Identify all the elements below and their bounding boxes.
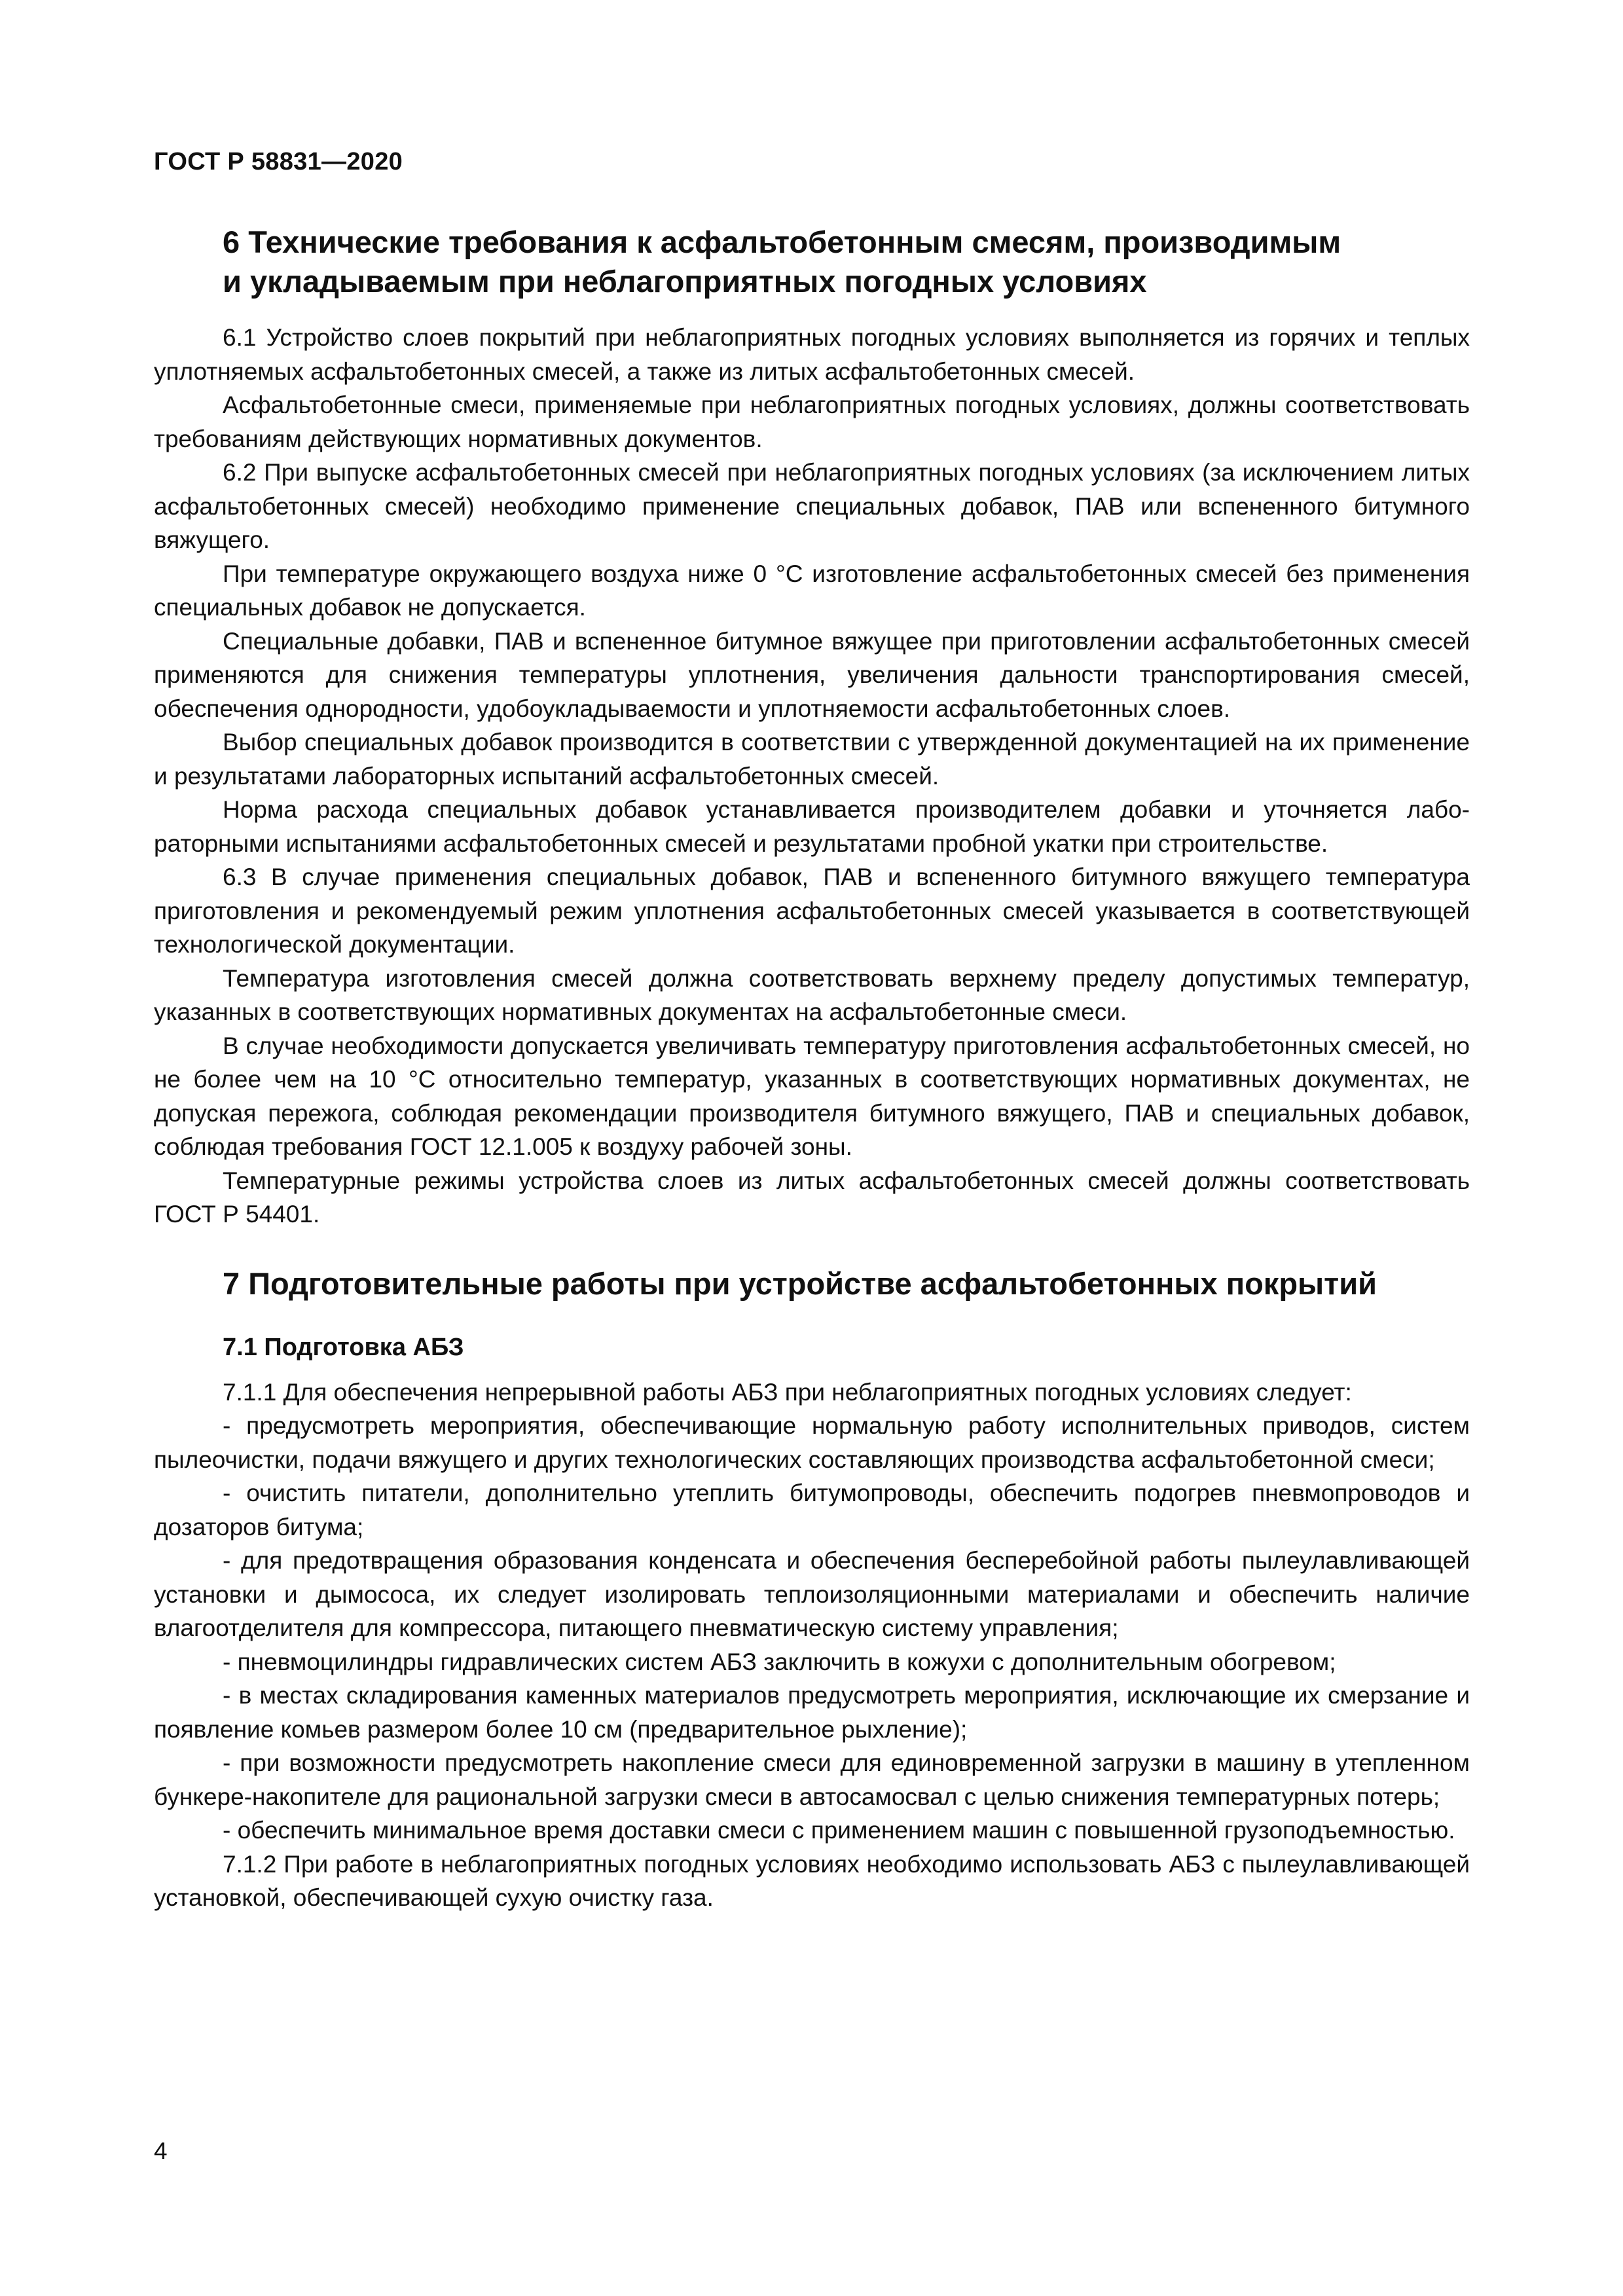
paragraph-6-3-d: Температурные режимы устройства слоев из литых асфальтобетонных смесей должны соответствовать ГОСТ Р 54401. xyxy=(154,1167,1470,1228)
paragraph-7-1-1: 7.1.1 Для обеспечения непрерывной работы АБЗ при неблагоприятных погодных условиях следует: xyxy=(223,1378,1352,1406)
paragraph-6-3-c: В случае необходимости допускается увеличивать температуру приготовления асфальтобетонных смесей, но не более чем на 10 °С относительно температур, указанных в соответствующих нормативных документах, не допуская пережога, соблюдая рекомендации производителя битумного вяжущего, ПАВ и специальных добавок, соблюдая требования ГОСТ 12.1.005 к воздуху рабочей зоны. xyxy=(154,1032,1470,1160)
paragraph-6-2-b: При температуре окружающего воздуха ниже 0 °С изготовление асфальтобетонных смесей без применения специальных добавок не допускается. xyxy=(154,560,1470,621)
paragraph-6-1-b: Асфальтобетонные смеси, применяемые при неблагоприятных погодных условиях, должны соответствовать требованиям действующих нормативных документов. xyxy=(154,392,1470,452)
paragraph-6-1: 6.1 Устройство слоев покрытий при неблагоприятных погодных условиях выполняется из горячих и теплых уплотняемых асфальтобетонных смесей, а также из литых асфальтобетонных смесей. xyxy=(154,324,1470,385)
paragraph-6-2: 6.2 При выпуске асфальтобетонных смесей при неблагоприятных погодных условиях (за исключением литых асфальтобетонных смесей) необходимо применение специальных добавок, ПАВ или вспененного битумного вяжущего. xyxy=(154,459,1470,553)
subsection-7-1-title: 7.1 Подготовка АБЗ xyxy=(223,1333,464,1361)
list-item: - при возможности предусмотреть накопление смеси для единовременной загрузки в машину в утепленном бункере-накопителе для рациональной загрузки смеси в автосамосвал с целью снижения температурных потерь; xyxy=(154,1749,1470,1810)
paragraph-6-3: 6.3 В случае применения специальных добавок, ПАВ и вспененного битумного вяжущего температура приготовления и рекомендуемый режим уплотнения асфальтобетонных смесей указывается в соответствующей технологической документации. xyxy=(154,864,1470,958)
list-item: - для предотвращения образования конденсата и обеспечения бесперебойной работы пылеулавливающей установки и дымососа, их следует изолировать теплоизоляционными материалами и обеспечить наличие влагоотделителя для компрессора, питающего пневматическую систему управления; xyxy=(154,1547,1470,1641)
list-item: - предусмотреть мероприятия, обеспечивающие нормальную работу исполнительных приводов, систем пылеочистки, подачи вяжущего и других технологических составляющих производства асфальтобетонной смеси; xyxy=(154,1412,1470,1473)
section-6-title-line2: и укладываемым при неблагоприятных погодных условиях xyxy=(223,264,1147,299)
paragraph-6-2-c: Специальные добавки, ПАВ и вспененное битумное вяжущее при приготовлении асфальтобетонных смесей применяются для снижения температуры уплотнения, увеличения дальности транспортирования смесей, обеспечения однородности, удобоукладываемости и уплотняемости асфальтобетонных слоев. xyxy=(154,627,1470,722)
list-item: - пневмоцилиндры гидравлических систем АБЗ заключить в кожухи с дополнительным обогревом; xyxy=(223,1648,1336,1675)
section-6-title xyxy=(154,223,1470,301)
section-7-title: 7 Подготовительные работы при устройстве асфальтобетонных покрытий xyxy=(223,1266,1377,1301)
section-6-title-line1: 6 Технические требования к асфальтобетонным смесям, производимым xyxy=(223,225,1341,259)
paragraph-6-2-e: Норма расхода специальных добавок устанавливается производителем добавки и уточняется лабораторными испытаниями асфальтобетонных смесей и результатами пробной укатки при строительстве. xyxy=(154,796,1470,857)
list-item: - в местах складирования каменных материалов предусмотреть мероприятия, исключающие их смерзание и появление комьев размером более 10 см (предварительное рыхление); xyxy=(154,1682,1470,1743)
document-code-header: ГОСТ Р 58831—2020 xyxy=(154,148,403,175)
page-content xyxy=(154,223,1470,1915)
list-item: - обеспечить минимальное время доставки смеси с применением машин с повышенной грузоподъемностью. xyxy=(223,1817,1455,1844)
section-7-body xyxy=(154,1376,1470,1915)
list-item: - очистить питатели, дополнительно утеплить битумопроводы, обеспечить подогрев пневмопроводов и дозаторов битума; xyxy=(154,1480,1470,1540)
paragraph-6-3-b: Температура изготовления смесей должна соответствовать верхнему пределу допустимых температур, указанных в соответствующих нормативных документах на асфальтобетонные смеси. xyxy=(154,964,1470,1025)
paragraph-6-2-d: Выбор специальных добавок производится в соответствии с утвержденной документацией на их применение и результатами лабораторных испытаний асфальтобетонных смесей. xyxy=(154,729,1470,790)
paragraph-7-1-2: 7.1.2 При работе в неблагоприятных погодных условиях необходимо использовать АБЗ с пылеулавливающей установкой, обеспечивающей сухую очистку газа. xyxy=(154,1850,1470,1911)
section-6-body xyxy=(154,321,1470,1231)
page-number: 4 xyxy=(154,2138,168,2164)
